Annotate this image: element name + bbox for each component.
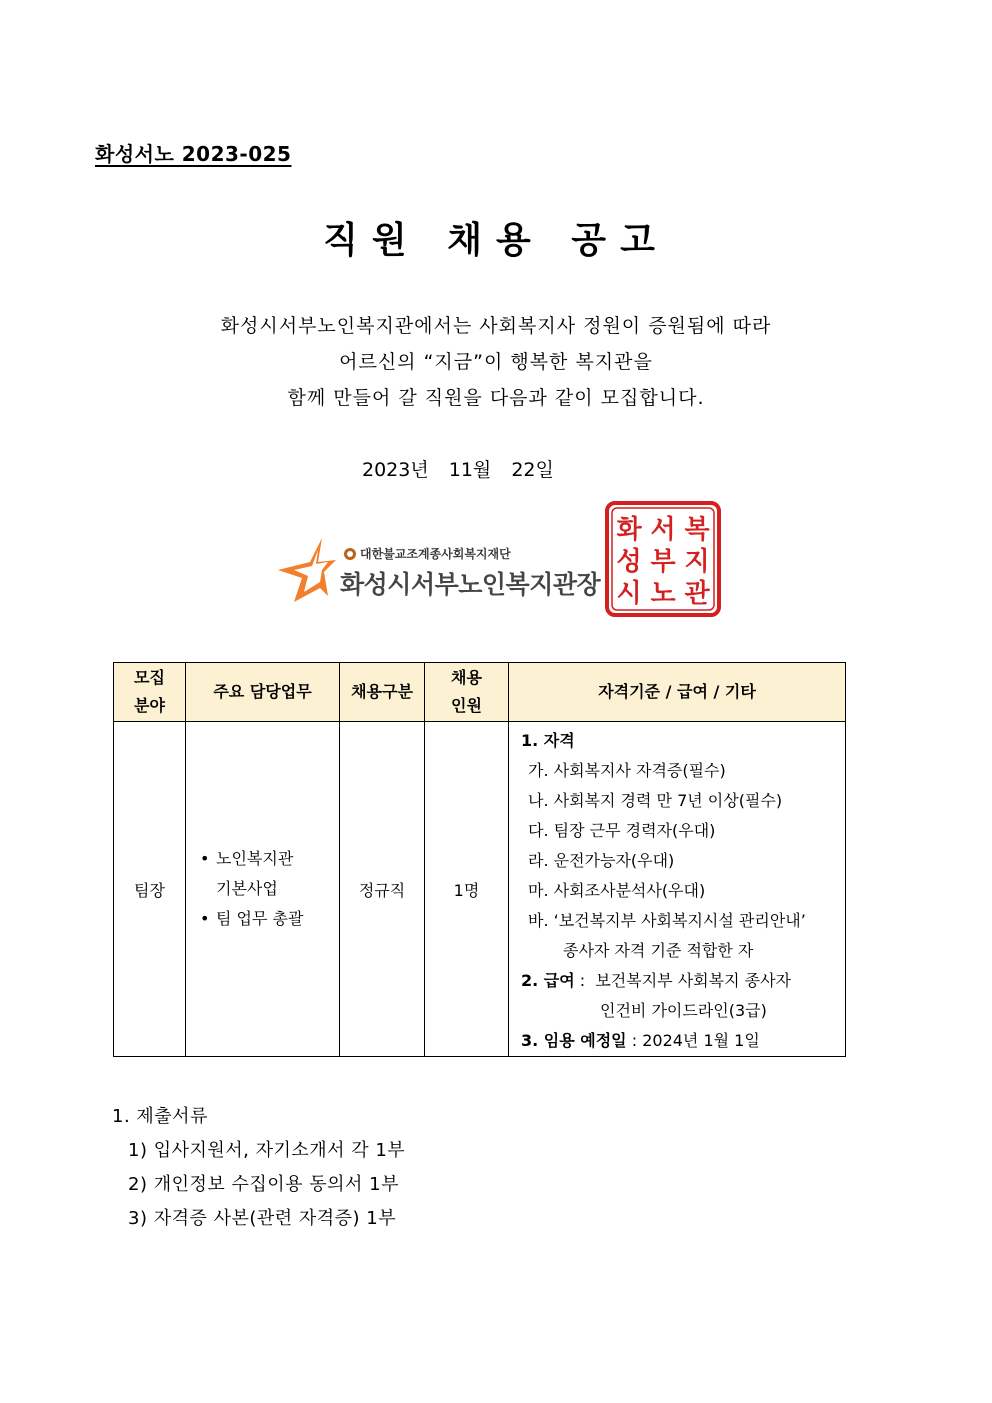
qual-item: 나. 사회복지 경력 만 7년 이상(필수)	[528, 791, 783, 810]
header-duties: 주요 담당업무	[186, 663, 340, 722]
table-row	[114, 722, 846, 1057]
header-qualifications: 자격기준 / 급여 / 기타	[509, 663, 846, 722]
seal-char: 부	[650, 547, 676, 577]
seal-char: 시	[616, 579, 642, 609]
header-type: 채용구분	[340, 663, 425, 722]
document-item: 3) 자격증 사본(관련 자격증) 1부	[128, 1208, 397, 1229]
duty-item: • 노인복지관	[200, 844, 339, 874]
qual-item: 마. 사회조사분석사(우대)	[528, 881, 706, 900]
official-seal	[604, 500, 722, 618]
start-date-line	[521, 1026, 845, 1056]
intro-line: 화성시서부노인복지관에서는 사회복지사 정원이 증원됨에 따라	[220, 315, 772, 337]
salary-line	[521, 966, 845, 996]
qual-section-heading: 1. 자격	[521, 731, 575, 750]
intro-line: 함께 만들어 갈 직원을 다음과 같이 모집합니다.	[287, 387, 705, 409]
announcement-date: 2023년 11월 22일	[362, 459, 554, 481]
table-header-row	[114, 663, 846, 722]
seal-char: 화	[616, 515, 642, 545]
qual-item-continuation: 종사자 자격 기준 적합한 자	[563, 941, 754, 960]
cell-count: 1명	[425, 722, 509, 1057]
foundation-name: 대한불교조계종사회복지재단	[344, 545, 511, 562]
page-title: 직원 채용 공고	[323, 220, 669, 261]
seal-char: 복	[684, 515, 710, 545]
document-item: 2) 개인정보 수집이용 동의서 1부	[128, 1174, 399, 1195]
cell-qualifications	[509, 722, 846, 1057]
header-field: 모집 분야	[114, 663, 186, 722]
salary-text: : 보건복지부 사회복지 종사자	[574, 971, 791, 990]
qual-item: 라. 운전가능자(우대)	[528, 851, 675, 870]
salary-label: 2. 급여	[521, 971, 575, 990]
seal-char: 성	[616, 547, 642, 577]
header-count: 채용 인원	[425, 663, 509, 722]
documents-heading: 1. 제출서류	[112, 1106, 208, 1127]
salary-continuation: 인건비 가이드라인(3급)	[600, 1001, 767, 1020]
qual-item: 가. 사회복지사 자격증(필수)	[528, 761, 726, 780]
duty-item: 기본사업	[216, 879, 278, 898]
cell-field: 팀장	[114, 722, 186, 1057]
qual-item: 바. ‘보건복지부 사회복지시설 관리안내’	[528, 911, 806, 930]
intro-line: 어르신의 “지금”이 행복한 복지관을	[339, 351, 653, 373]
seal-char: 서	[650, 515, 676, 545]
start-date-text: : 2024년 1월 1일	[626, 1031, 760, 1050]
seal-char: 지	[684, 547, 710, 577]
required-documents	[112, 1100, 405, 1236]
document-item: 1) 입사지원서, 자기소개서 각 1부	[128, 1140, 406, 1161]
dharma-wheel-icon	[344, 548, 356, 560]
document-number: 화성서노 2023-025	[95, 142, 292, 166]
start-date-label: 3. 임용 예정일	[521, 1031, 627, 1050]
seal-char: 관	[684, 579, 710, 609]
intro-paragraph	[0, 308, 992, 416]
recruitment-table	[113, 662, 846, 1057]
seal-char: 노	[650, 579, 676, 609]
duty-item: • 팀 업무 총괄	[200, 904, 339, 934]
qual-item: 다. 팀장 근무 경력자(우대)	[528, 821, 716, 840]
cell-duties	[186, 722, 340, 1057]
issuer-name: 화성시서부노인복지관장	[340, 570, 601, 599]
cell-type: 정규직	[340, 722, 425, 1057]
